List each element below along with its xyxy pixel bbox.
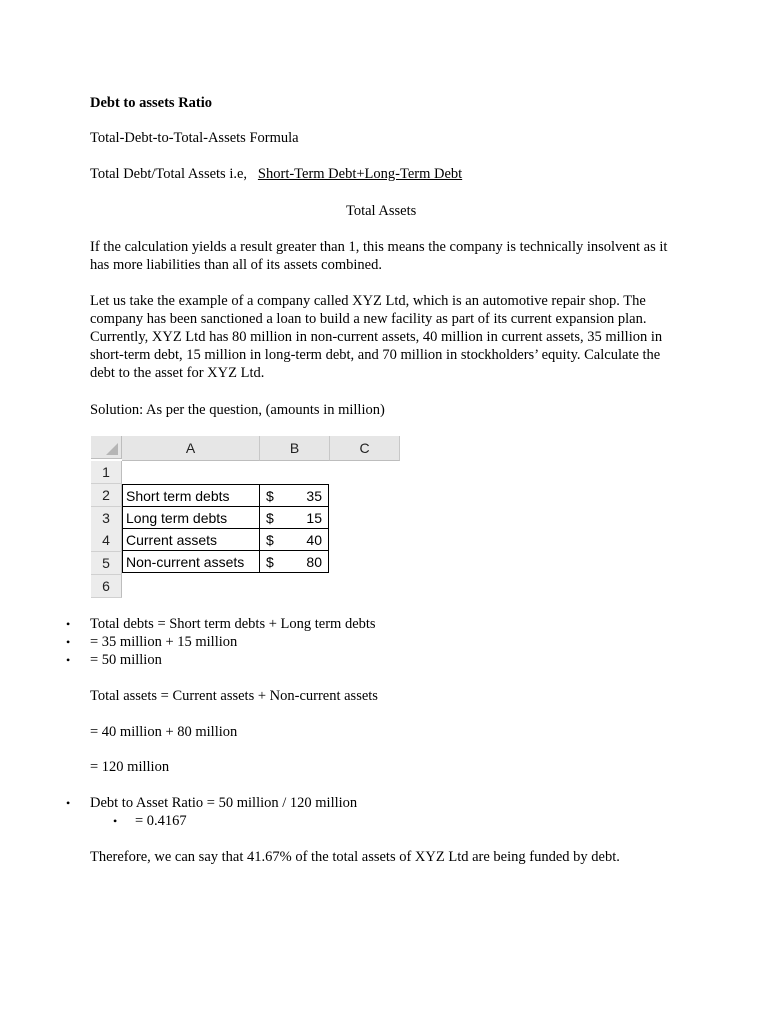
currency-symbol: $ xyxy=(266,510,274,526)
sheet-cell-value xyxy=(259,528,329,551)
currency-symbol: $ xyxy=(266,554,274,570)
row-header: 2 xyxy=(91,484,122,507)
formula-line xyxy=(90,165,462,183)
bullet-dot-icon: • xyxy=(66,617,71,631)
sheet-cell-value xyxy=(259,506,329,529)
amount: 35 xyxy=(306,488,322,504)
sheet-cell-label: Current assets xyxy=(122,528,260,551)
row-header: 4 xyxy=(91,529,122,552)
currency-symbol: $ xyxy=(266,488,274,504)
amount: 80 xyxy=(306,554,322,570)
total-assets-result: = 120 million xyxy=(90,759,170,775)
example-paragraph: Let us take the example of a company called XYZ Ltd, which is an automotive repair shop. The company has been sanctioned a loan to build a new facility as part of its current expansion plan. Currently, XYZ Ltd has 80 million in non-current assets, 40 million in current assets, 35 million in short-term debt, 15 million in long-term debt, and 70 million in stockholders’ equity. Calculate the debt to the asset for XYZ Ltd. xyxy=(90,293,663,381)
sheet-cell-value xyxy=(259,484,329,507)
column-header-b: B xyxy=(260,436,330,461)
row-header: 1 xyxy=(91,461,122,484)
sheet-cell-label: Non-current assets xyxy=(122,550,260,573)
total-assets-sum: = 40 million + 80 million xyxy=(90,724,238,740)
row-header: 5 xyxy=(91,552,122,575)
ratio-formula: Debt to Asset Ratio = 50 million / 120 million xyxy=(90,795,358,811)
solution-line: Solution: As per the question, (amounts in million) xyxy=(90,402,385,418)
amount: 15 xyxy=(306,510,322,526)
insolvency-paragraph: If the calculation yields a result greater than 1, this means the company is technically insolvent as it has more liabilities than all of its assets combined. xyxy=(90,239,668,273)
sheet-cell-label: Long term debts xyxy=(122,506,260,529)
column-header-c: C xyxy=(330,436,400,461)
formula-lhs: Total Debt/Total Assets i.e, xyxy=(90,166,248,182)
list-item: Total debts = Short term debts + Long term debts xyxy=(90,616,376,632)
bullet-dot-icon: • xyxy=(66,635,71,649)
formula-numerator: Short-Term Debt+Long-Term Debt xyxy=(257,166,463,182)
list-item: = 50 million xyxy=(90,652,162,668)
sheet-corner xyxy=(91,436,122,459)
bullet-dot-icon: • xyxy=(66,653,71,667)
bullet-dot-icon: • xyxy=(66,796,71,810)
ratio-result: = 0.4167 xyxy=(135,813,187,829)
list-item: = 35 million + 15 million xyxy=(90,634,238,650)
row-header: 3 xyxy=(91,507,122,530)
select-all-triangle-icon xyxy=(106,443,118,455)
currency-symbol: $ xyxy=(266,532,274,548)
document-heading: Debt to assets Ratio xyxy=(90,95,213,111)
conclusion: Therefore, we can say that 41.67% of the total assets of XYZ Ltd are being funded by debt. xyxy=(90,849,620,865)
sheet-cell-value xyxy=(259,550,329,573)
amount: 40 xyxy=(306,532,322,548)
column-header-a: A xyxy=(122,436,260,461)
total-assets-formula: Total assets = Current assets + Non-current assets xyxy=(90,688,378,704)
formula-denominator: Total Assets xyxy=(346,203,417,219)
sheet-cell-label: Short term debts xyxy=(122,484,260,507)
spreadsheet xyxy=(91,436,401,598)
row-header: 6 xyxy=(91,575,122,598)
formula-title: Total-Debt-to-Total-Assets Formula xyxy=(90,130,299,146)
bullet-dot-icon: • xyxy=(113,814,118,828)
